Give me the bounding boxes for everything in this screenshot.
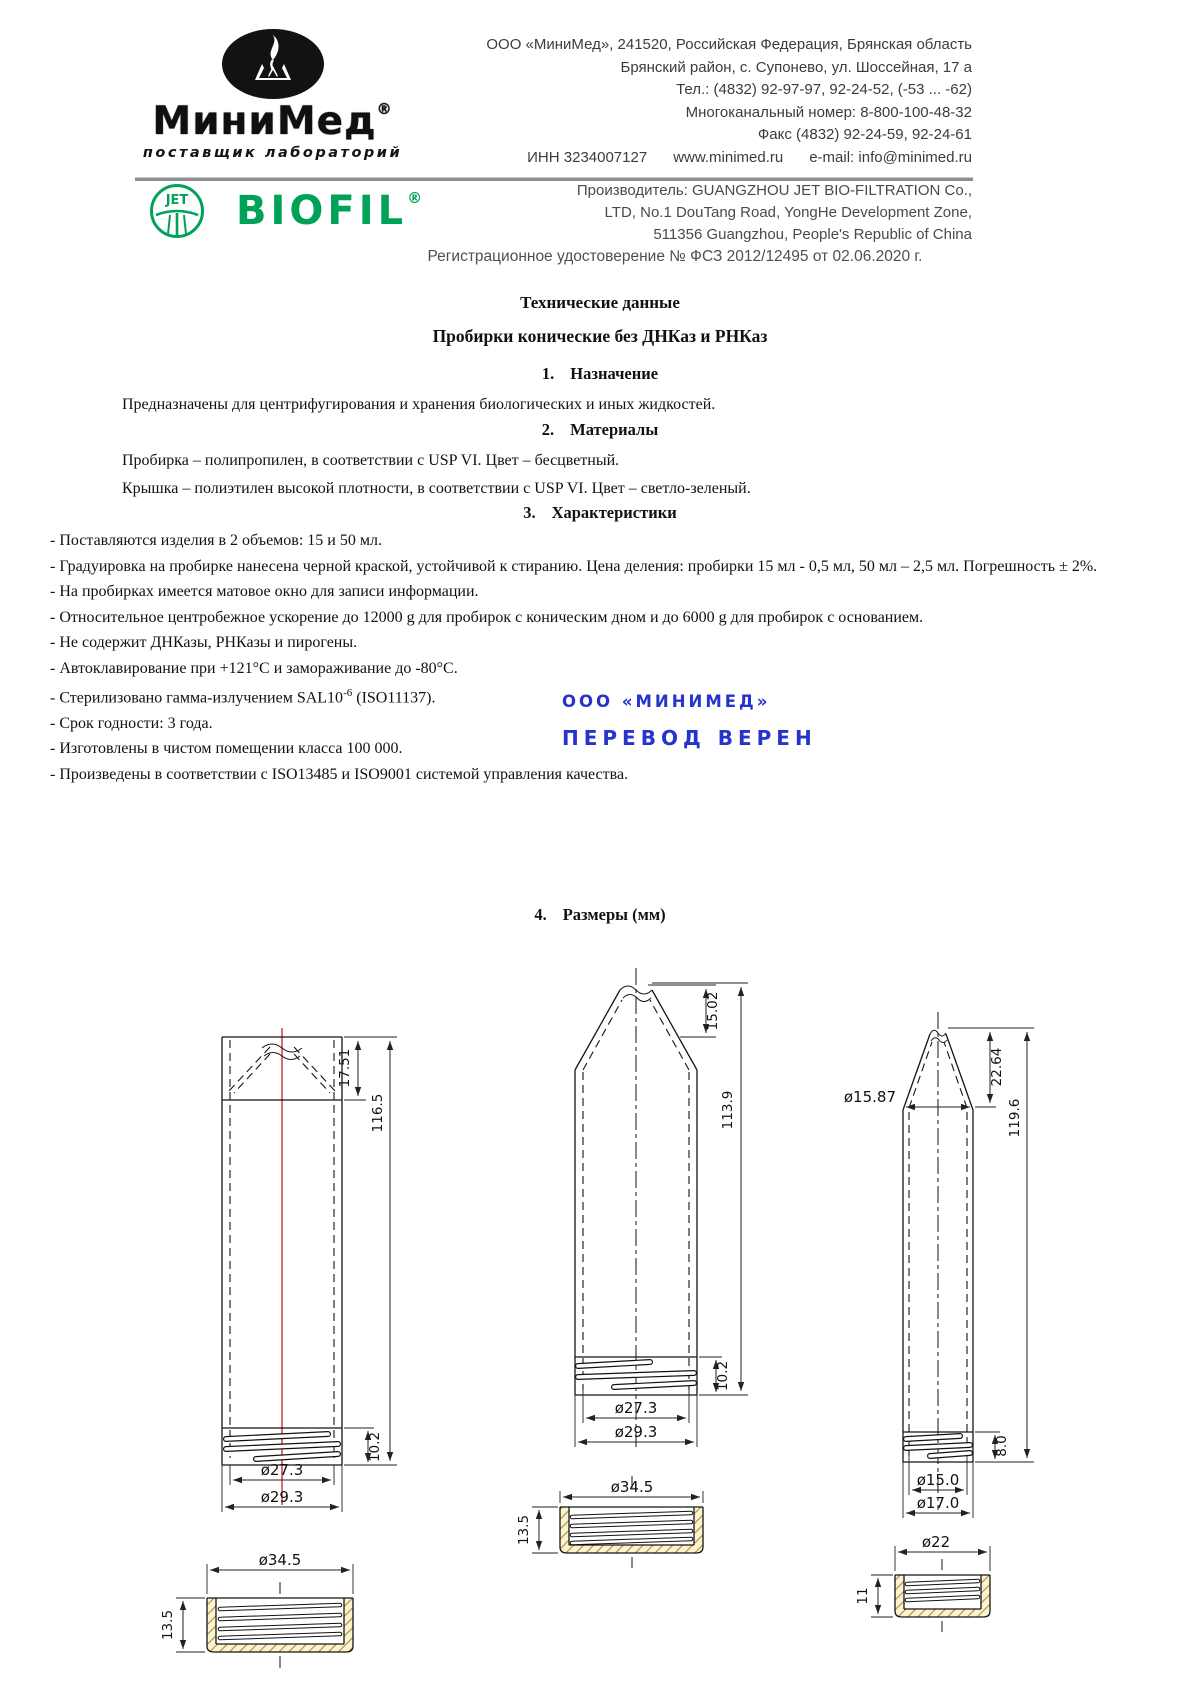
characteristic-item: - Не содержит ДНКазы, РНКазы и пирогены. (50, 634, 358, 651)
section-4-title: Размеры (мм) (562, 905, 666, 924)
dim-label-cap-height: 13.5 (516, 1514, 532, 1546)
section-2-title: Материалы (570, 420, 659, 439)
brand-flame-icon (219, 26, 327, 102)
characteristic-item: - Срок годности: 3 года. (50, 714, 213, 732)
tube-50ml-conical-drawing (575, 968, 748, 1447)
dimensions-drawing (0, 950, 1200, 1697)
tube-15ml-conical-drawing (844, 1012, 1034, 1518)
dim-label-outer-diameter: ø29.3 (614, 1423, 658, 1441)
dim-label-neck-diameter: ø15.87 (843, 1088, 896, 1106)
dim-label-inner-diameter: ø15.0 (916, 1471, 960, 1489)
dim-label-tip-length: 22.64 (989, 1047, 1005, 1087)
doc-subtitle: Пробирки конические без ДНКаз и РНКаз (432, 326, 768, 346)
dim-label-tube-height: 116.5 (370, 1093, 386, 1133)
section-2-number: 2. (541, 420, 555, 439)
biofil-reg-mark: ® (407, 189, 423, 207)
characteristic-item: - Изготовлены в чистом помещении класса 100 000. (50, 740, 403, 758)
characteristic-item: - Произведены в соответствии с ISO13485 и ISO9001 системой управления качества. (50, 765, 629, 783)
dim-label-inner-diameter: ø27.3 (614, 1399, 658, 1417)
dim-label-tip-length: 15.02 (705, 991, 721, 1031)
dim-label-tube-height: 113.9 (720, 1090, 736, 1130)
dim-label-inner-diameter: ø27.3 (260, 1461, 304, 1479)
characteristic-item: - Градуировка на пробирке нанесена черной краской, устойчивой к стиранию. Цена деления: пробирки 15 мл - 0,5 мл, 50 мл – 2,5 мл. Погрешность ± 2%. (50, 557, 1098, 575)
dim-label-cap-height: 13.5 (160, 1609, 176, 1641)
section-1-heading (50, 364, 1200, 384)
manufacturer-line: Производитель: GUANGZHOU JET BIO-FILTRATION Co., (576, 182, 972, 199)
address-line: ООО «МиниМед», 241520, Российская Федерация, Брянская область (486, 36, 972, 53)
cap-50ml-drawing (160, 1551, 353, 1668)
dim-label-tube-height: 119.6 (1007, 1098, 1023, 1138)
section-1-number: 1. (541, 364, 555, 383)
translation-stamp (562, 692, 817, 750)
characteristic-item-sterilization: - Стерилизовано гамма-излучением $SAL10^{-6}$ (ISO11137). (50, 687, 436, 707)
stamp-line-2: ПЕРЕВОД ВЕРЕН (562, 726, 817, 750)
inn-value: ИНН 3234007127 (527, 148, 648, 166)
brand-tagline: поставщик лабораторий (142, 145, 403, 161)
section-4-heading (50, 905, 1200, 925)
header-logo (130, 26, 415, 161)
brand-reg-mark: ® (376, 100, 393, 118)
section-1-title: Назначение (570, 364, 659, 383)
section-4-number: 4. (534, 905, 547, 924)
characteristic-item: - Автоклавирование при +121°С и замораживание до -80°С. (50, 659, 458, 677)
brand-name: МиниМед® (152, 99, 393, 144)
tube-50ml-selfstanding-drawing (222, 1028, 397, 1512)
cap-50ml-conical-drawing (516, 1476, 703, 1568)
manufacturer-line: 511356 Guangzhou, People's Republic of China (653, 226, 972, 243)
dim-label-cap-diameter: ø22 (921, 1533, 951, 1551)
manufacturer-line: LTD, No.1 DouTang Road, YongHe Development Zone, (604, 204, 972, 221)
registration-line: Регистрационное удостоверение № ФСЗ 2012/12495 от 02.06.2020 г. (427, 248, 923, 265)
dim-label-thread-height: 10.2 (715, 1360, 731, 1392)
dim-label-outer-diameter: ø29.3 (260, 1488, 304, 1506)
email-address: e-mail: info@minimed.ru (809, 148, 972, 166)
dim-label-cone-depth: 17.51 (337, 1048, 353, 1088)
dim-label-cap-diameter: ø34.5 (258, 1551, 302, 1569)
doc-title: Технические данные (520, 293, 680, 312)
section-2-heading (50, 420, 1200, 440)
company-address-block (420, 34, 972, 169)
address-line: Многоканальный номер: 8-800-100-48-32 (685, 103, 972, 121)
cap-15ml-drawing (855, 1533, 990, 1632)
material-cap-paragraph: Крышка – полиэтилен высокой плотности, в соответствии с USP VI. Цвет – светло-зеленый. (122, 480, 751, 497)
website-url: www.minimed.ru (673, 148, 784, 166)
dim-label-thread-height: 10.2 (367, 1431, 383, 1463)
jet-logo-icon (148, 182, 206, 240)
section-3-heading (50, 503, 1200, 523)
characteristic-item: - На пробирках имеется матовое окно для записи информации. (50, 583, 479, 600)
jet-label: JET (165, 193, 189, 208)
biofil-wordmark: BIOFIL® (236, 188, 423, 234)
stamp-line-1: ООО «МИНИМЕД» (562, 692, 771, 711)
section-3-title: Характеристики (551, 503, 677, 522)
superscript-exponent: -6 (343, 687, 353, 699)
address-line: Тел.: (4832) 92-97-97, 92-24-52, (-53 ... -62) (676, 81, 972, 98)
dim-label-thread-height: 8.0 (994, 1435, 1010, 1457)
purpose-paragraph: Предназначены для центрифугирования и хранения биологических и иных жидкостей. (122, 396, 716, 413)
address-line: Факс (4832) 92-24-59, 92-24-61 (757, 126, 972, 143)
characteristic-item: - Относительное центробежное ускорение до 12000 g для пробирок с коническим дном и до 6000 g для пробирок с основанием. (50, 608, 924, 626)
dim-label-outer-diameter: ø17.0 (916, 1494, 960, 1512)
characteristic-item: - Поставляются изделия в 2 объемов: 15 и 50 мл. (50, 532, 382, 549)
address-line: Брянский район, с. Супонево, ул. Шоссейная, 17 а (620, 58, 972, 76)
section-3-number: 3. (523, 503, 536, 522)
material-tube-paragraph: Пробирка – полипропилен, в соответствии с USP VI. Цвет – бесцветный. (122, 452, 620, 469)
inn-line (420, 147, 972, 170)
dim-label-cap-height: 11 (855, 1587, 871, 1605)
manufacturer-block (420, 180, 972, 246)
dim-label-cap-diameter: ø34.5 (610, 1478, 654, 1496)
